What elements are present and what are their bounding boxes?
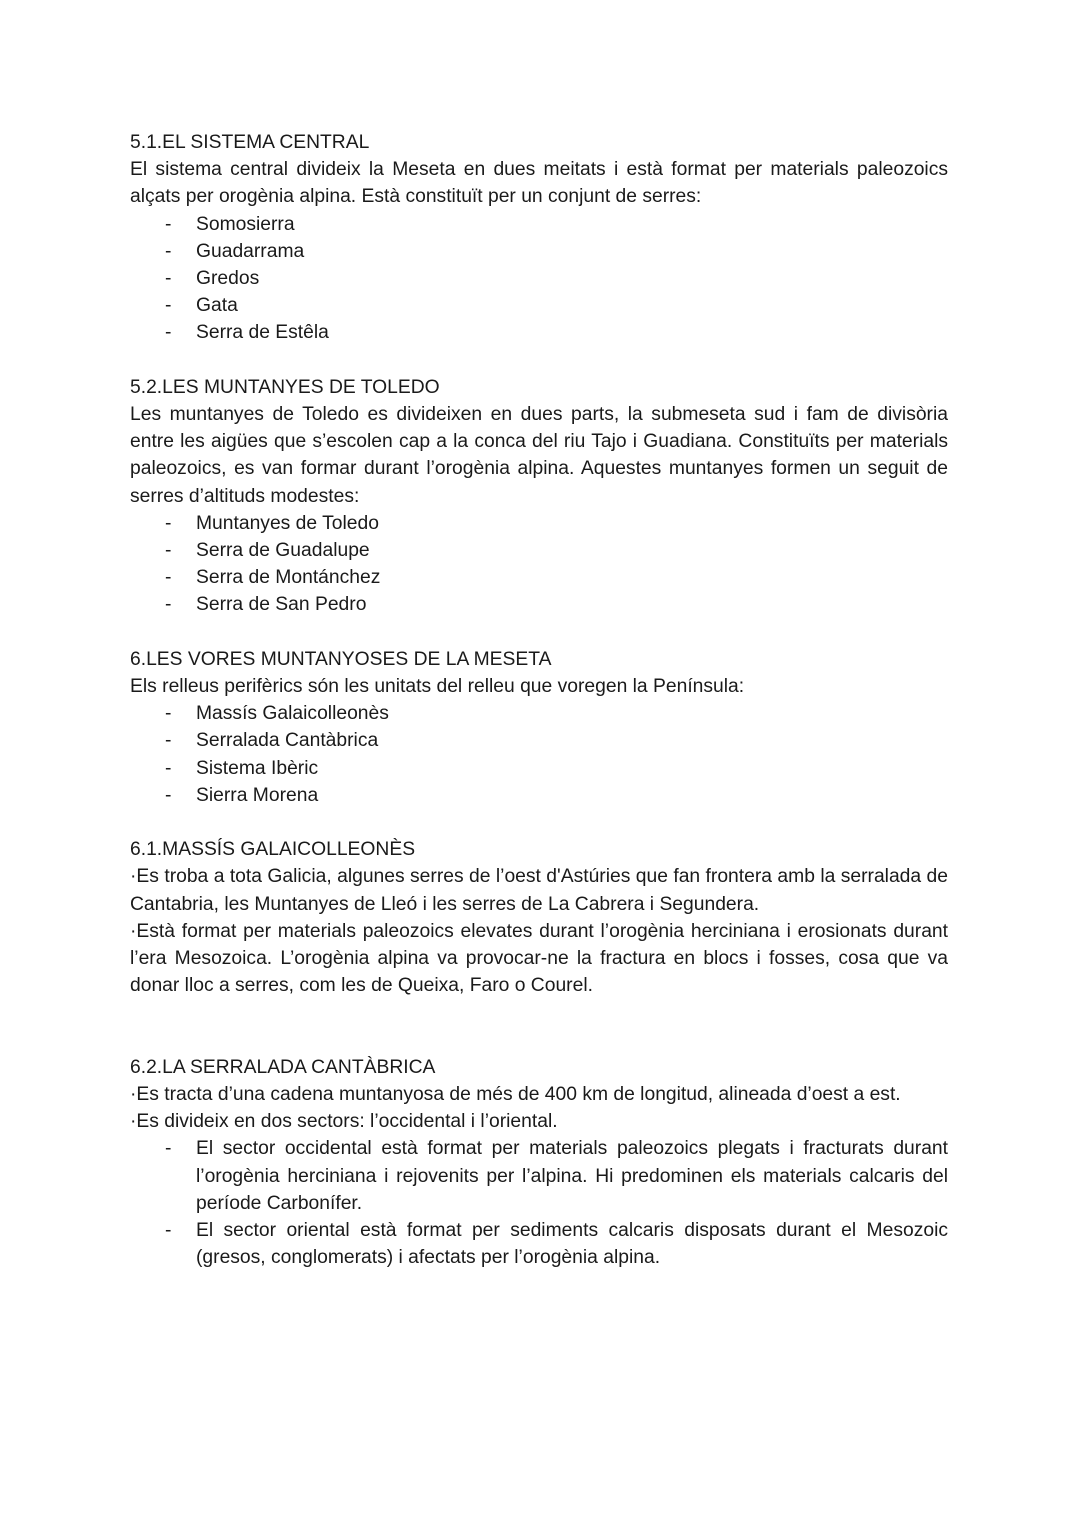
list-item: - Guadarrama (130, 238, 948, 265)
sector-list (130, 1135, 948, 1271)
list-item: - Serra de San Pedro (130, 591, 948, 618)
paragraph: El sistema central divideix la Meseta en dues meitats i està format per materials paleozoics alçats per orogènia alpina. Està constituït per un conjunt de serres: (130, 159, 948, 208)
mountain-list (130, 510, 948, 619)
list-item: - El sector oriental està format per sediments calcaris disposats durant el Mesozoic (gresos, conglomerats) i afectats per l’orogènia alpina. (130, 1217, 948, 1271)
list-item: - Sistema Ibèric (130, 755, 948, 782)
list-item: - Gredos (130, 265, 948, 292)
list-item: - El sector occidental està format per materials paleozoics plegats i fracturats durant l’orogènia herciniana i rejovenits per l’alpina. Hi predominen els materials calcaris del període Carbonífer. (130, 1135, 948, 1217)
section-heading: 6.1.MASSÍS GALAICOLLEONÈS (130, 839, 416, 861)
document-page (130, 129, 948, 1271)
paragraph: ·Està format per materials paleozoics elevates durant l’orogènia herciniana i erosionats durant l’era Mesozoica. L’orogènia alpina va provocar-ne la fractura en blocs i fosses, cosa que va donar lloc a serres, com les de Queixa, Faro o Courel. (130, 920, 948, 997)
paragraph: Els relleus perifèrics són les unitats del relleu que voregen la Península: (130, 676, 745, 698)
list-item: - Serra de Estêla (130, 319, 948, 346)
paragraph: ·Es tracta d’una cadena muntanyosa de més de 400 km de longitud, alineada d’oest a est. (130, 1084, 901, 1106)
mountain-list (130, 211, 948, 347)
paragraph: ·Es divideix en dos sectors: l’occidental i l’oriental. (130, 1111, 558, 1133)
list-item: - Serra de Montánchez (130, 564, 948, 591)
section-heading: 5.1.EL SISTEMA CENTRAL (130, 132, 370, 153)
list-item: - Gata (130, 292, 948, 319)
paragraph: ·Es troba a tota Galicia, algunes serres de l’oest d'Astúries que fan frontera amb la serralada de Cantabria, les Muntanyes de Lleó i les serres de La Cabrera i Segundera. (130, 866, 948, 915)
list-item: - Sierra Morena (130, 782, 948, 809)
list-item: - Somosierra (130, 211, 948, 238)
list-item: - Serralada Cantàbrica (130, 727, 948, 754)
list-item: - Muntanyes de Toledo (130, 510, 948, 537)
paragraph: Les muntanyes de Toledo es divideixen en dues parts, la submeseta sud i fam de divisòria entre les aigües que s’escolen cap a la conca del riu Tajo i Guadiana. Constituïts per materials paleozoics, es van formar durant l’orogènia alpina. Aquestes muntanyes formen un seguit de serres d’altituds modestes: (130, 404, 948, 507)
section-heading: 6.2.LA SERRALADA CANTÀBRICA (130, 1056, 436, 1078)
section-heading: 6.LES VORES MUNTANYOSES DE LA MESETA (130, 648, 552, 670)
list-item: - Massís Galaicolleonès (130, 700, 948, 727)
section-heading: 5.2.LES MUNTANYES DE TOLEDO (130, 376, 440, 398)
mountain-list (130, 700, 948, 809)
list-item: - Serra de Guadalupe (130, 537, 948, 564)
